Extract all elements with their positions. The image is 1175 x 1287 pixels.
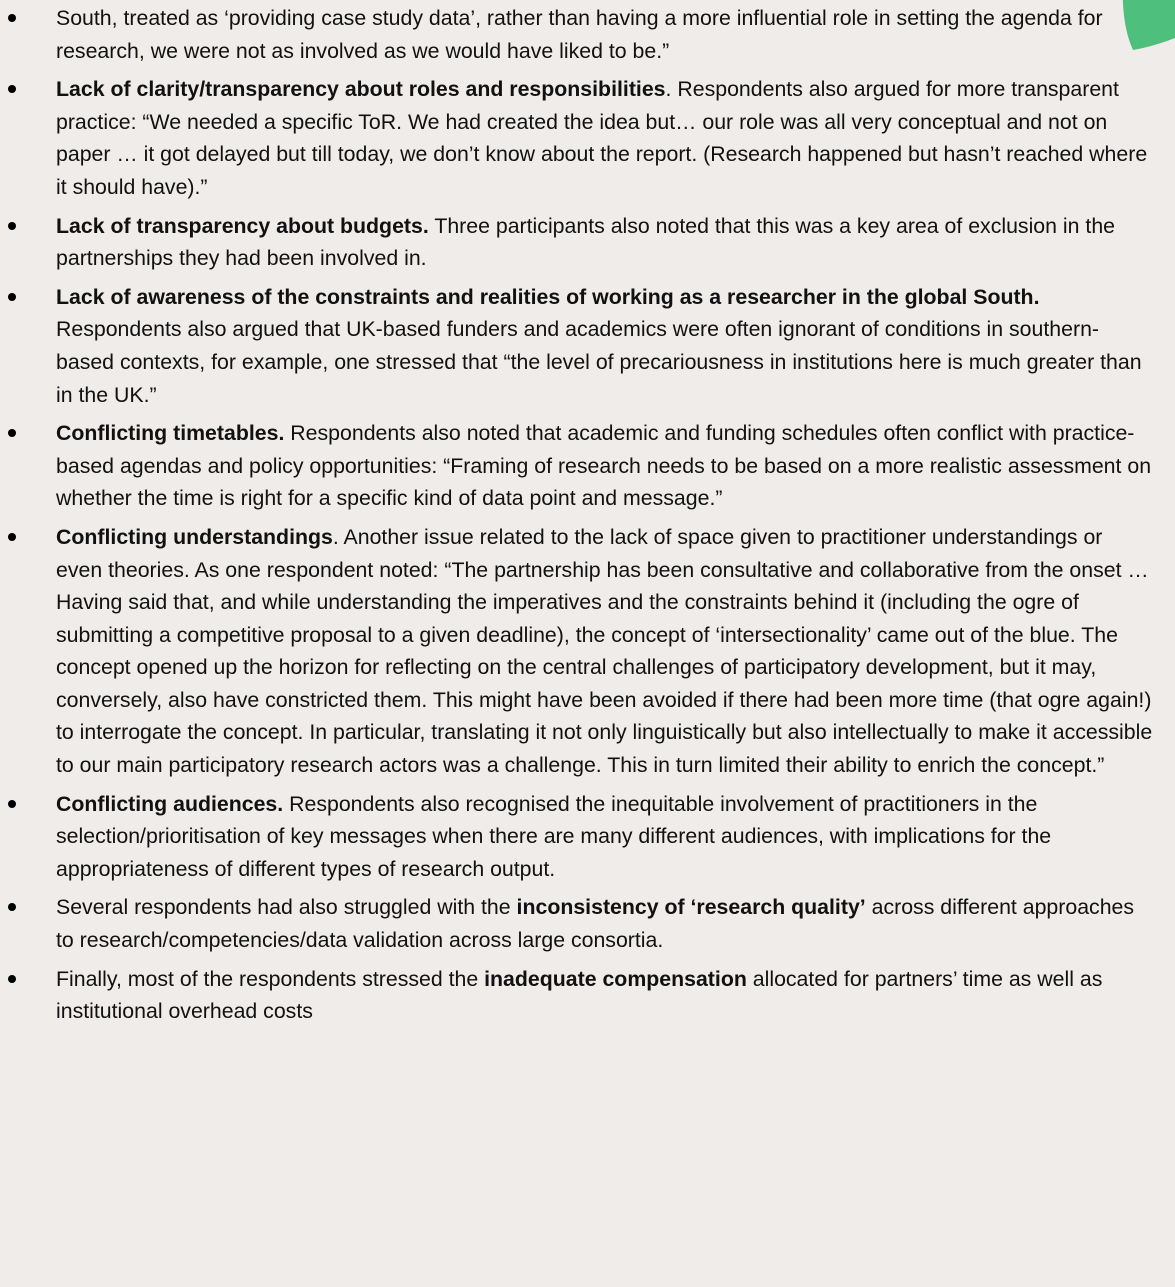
bullet-dot-icon — [8, 85, 16, 93]
item-lead: Conflicting understandings — [56, 524, 333, 549]
item-bold: inadequate compensation — [484, 966, 747, 991]
item-text: Respondents also recognised the inequitable involvement of practitioners in the selection/prioritisation of key messages when there are many different audiences, with implications for the appropriateness of different types of research output. — [56, 791, 1052, 881]
item-lead: Lack of clarity/transparency about roles and responsibilities — [56, 77, 666, 102]
item-lead: Conflicting audiences. — [56, 791, 284, 816]
list-item — [0, 963, 1175, 1028]
item-lead: Lack of transparency about budgets. — [56, 213, 429, 238]
item-text-before: Finally, most of the respondents stressed the — [56, 966, 485, 991]
list-item — [0, 0, 1175, 67]
bullet-dot-icon — [8, 975, 16, 983]
bullet-dot-icon — [8, 533, 16, 541]
item-text-after: allocated for partners’ time as well as institutional overhead costs — [56, 966, 1103, 1024]
item-text-after: across different approaches to research/competencies/data validation across large consortia. — [56, 895, 1135, 953]
list-item — [0, 891, 1175, 956]
bullet-dot-icon — [8, 14, 16, 22]
item-text: Respondents also noted that academic and funding schedules often conflict with practice-based agendas and policy opportunities: “Framing of research needs to be based on a more realistic assessment on whether the time is right for a specific kind of data point and message.” — [56, 421, 1152, 511]
list-item — [0, 210, 1175, 275]
item-text: Three participants also noted that this was a key area of exclusion in the partnerships they had been involved in. — [56, 213, 1116, 271]
list-item — [0, 281, 1175, 411]
item-text: . Another issue related to the lack of space given to practitioner understandings or even theories. As one respondent noted: “The partnership has been consultative and collaborative from the onset … Having said that, and while understanding the imperatives and the constraints behind it (including the ogre of submitting a competitive proposal to a given deadline), the concept of ‘intersectionality’ came out of the blue. The concept opened up the horizon for reflecting on the central challenges of participatory development, but it may, conversely, also have constricted them. This might have been avoided if there had been more time (that ogre again!) to interrogate the concept. In particular, translating it not only linguistically but also intellectually to make it accessible to our main participatory research actors was a challenge. This in turn limited their ability to enrich the concept.” — [56, 524, 1153, 778]
bullet-dot-icon — [8, 222, 16, 230]
item-bold: inconsistency of ‘research quality’ — [516, 895, 866, 920]
bullet-dot-icon — [8, 903, 16, 911]
bullet-dot-icon — [8, 293, 16, 301]
item-lead: Lack of awareness of the constraints and realities of working as a researcher in the global South. — [56, 284, 1040, 309]
list-item — [0, 417, 1175, 515]
list-item — [0, 788, 1175, 886]
item-text: Respondents also argued that UK-based funders and academics were often ignorant of conditions in southern-based contexts, for example, one stressed that “the level of precariousness in institutions here is much greater than in the UK.” — [56, 317, 1142, 407]
bullet-dot-icon — [8, 800, 16, 808]
bullet-dot-icon — [8, 429, 16, 437]
item-text: South, treated as ‘providing case study data’, rather than having a more influential role in setting the agenda for research, we were not as involved as we would have liked to be.” — [56, 6, 1103, 63]
list-item — [0, 521, 1175, 782]
list-item — [0, 73, 1175, 203]
item-text: . Respondents also argued for more transparent practice: “We needed a specific ToR. We had created the idea but… our role was all very conceptual and not on paper … it got delayed but till today, we don’t know about the report. (Research happened but hasn’t reached where it should have).” — [56, 77, 1148, 199]
item-lead: Conflicting timetables. — [56, 421, 285, 446]
item-text-before: Several respondents had also struggled with the — [56, 895, 517, 920]
